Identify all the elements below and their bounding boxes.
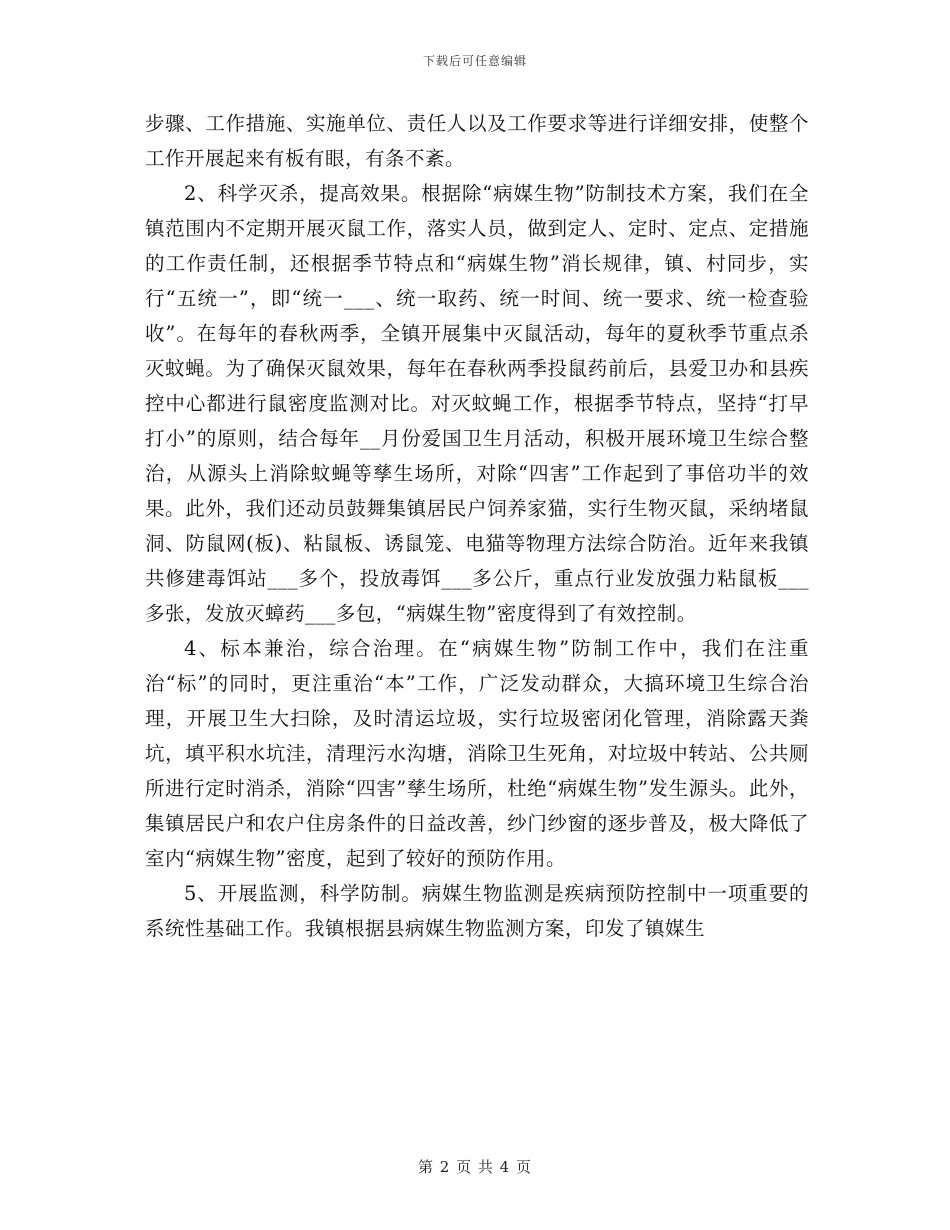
page-header: 下载后可任意编辑 bbox=[422, 54, 527, 68]
paragraph-section-5: 5、开展监测，科学防制。病媒生物监测是疾病预防控制中一项重要的系统性基础工作。我镇根据县病媒生物监测方案，印发了镇媒生 bbox=[145, 882, 809, 940]
paragraph-section-2: 2、科学灭杀，提高效果。根据除“病媒生物”防制技术方案，我们在全镇范围内不定期开展灭鼠工作，落实人员，做到定人、定时、定点、定措施的工作责任制，还根据季节特点和“病媒生物”消长规律，镇、村同步，实行“五统一”，即“统一___、统一取药、统一时间、统一要求、统一检查验收”。在每年的春秋两季，全镇开展集中灭鼠活动，每年的夏秋季节重点杀灭蚊蝇。为了确保灭鼠效果，每年在春秋两季投鼠药前后，县爱卫办和县疾控中心都进行鼠密度监测对比。对灭蚊蝇工作，根据季节特点，坚持“打早打小”的原则，结合每年__月份爱国卫生月活动，积极开展环境卫生综合整治，从源头上消除蚊蝇等孳生场所，对除“四害”工作起到了事倍功半的效果。此外，我们还动员鼓舞集镇居民户饲养家猫，实行生物灭鼠，采纳堵鼠洞、防鼠网(板)、粘鼠板、诱鼠笼、电猫等物理方法综合防治。近年来我镇共修建毒饵站___多个，投放毒饵___多公斤，重点行业发放强力粘鼠板___多张，发放灭蟑药___多包，“病媒生物”密度得到了有效控制。 bbox=[145, 182, 809, 625]
paragraph-section-4: 4、标本兼治，综合治理。在“病媒生物”防制工作中，我们在注重治“标”的同时，更注重治“本”工作，广泛发动群众，大搞环境卫生综合治理，开展卫生大扫除，及时清运垃圾，实行垃圾密闭化管理，消除露天粪坑，填平积水坑洼，清理污水沟塘，消除卫生死角，对垃圾中转站、公共厕所进行定时消杀，消除“四害”孳生场所，杜绝“病媒生物”发生源头。此外，集镇居民户和农户住房条件的日益改善，纱门纱窗的逐步普及，极大降低了室内“病媒生物”密度，起到了较好的预防作用。 bbox=[145, 637, 809, 870]
page-number-footer: 第 2 页 共 4 页 bbox=[418, 1158, 532, 1176]
paragraph-continuation: 步骤、工作措施、实施单位、责任人以及工作要求等进行详细安排，使整个工作开展起来有板有眼，有条不紊。 bbox=[145, 112, 809, 170]
document-body bbox=[145, 106, 809, 946]
